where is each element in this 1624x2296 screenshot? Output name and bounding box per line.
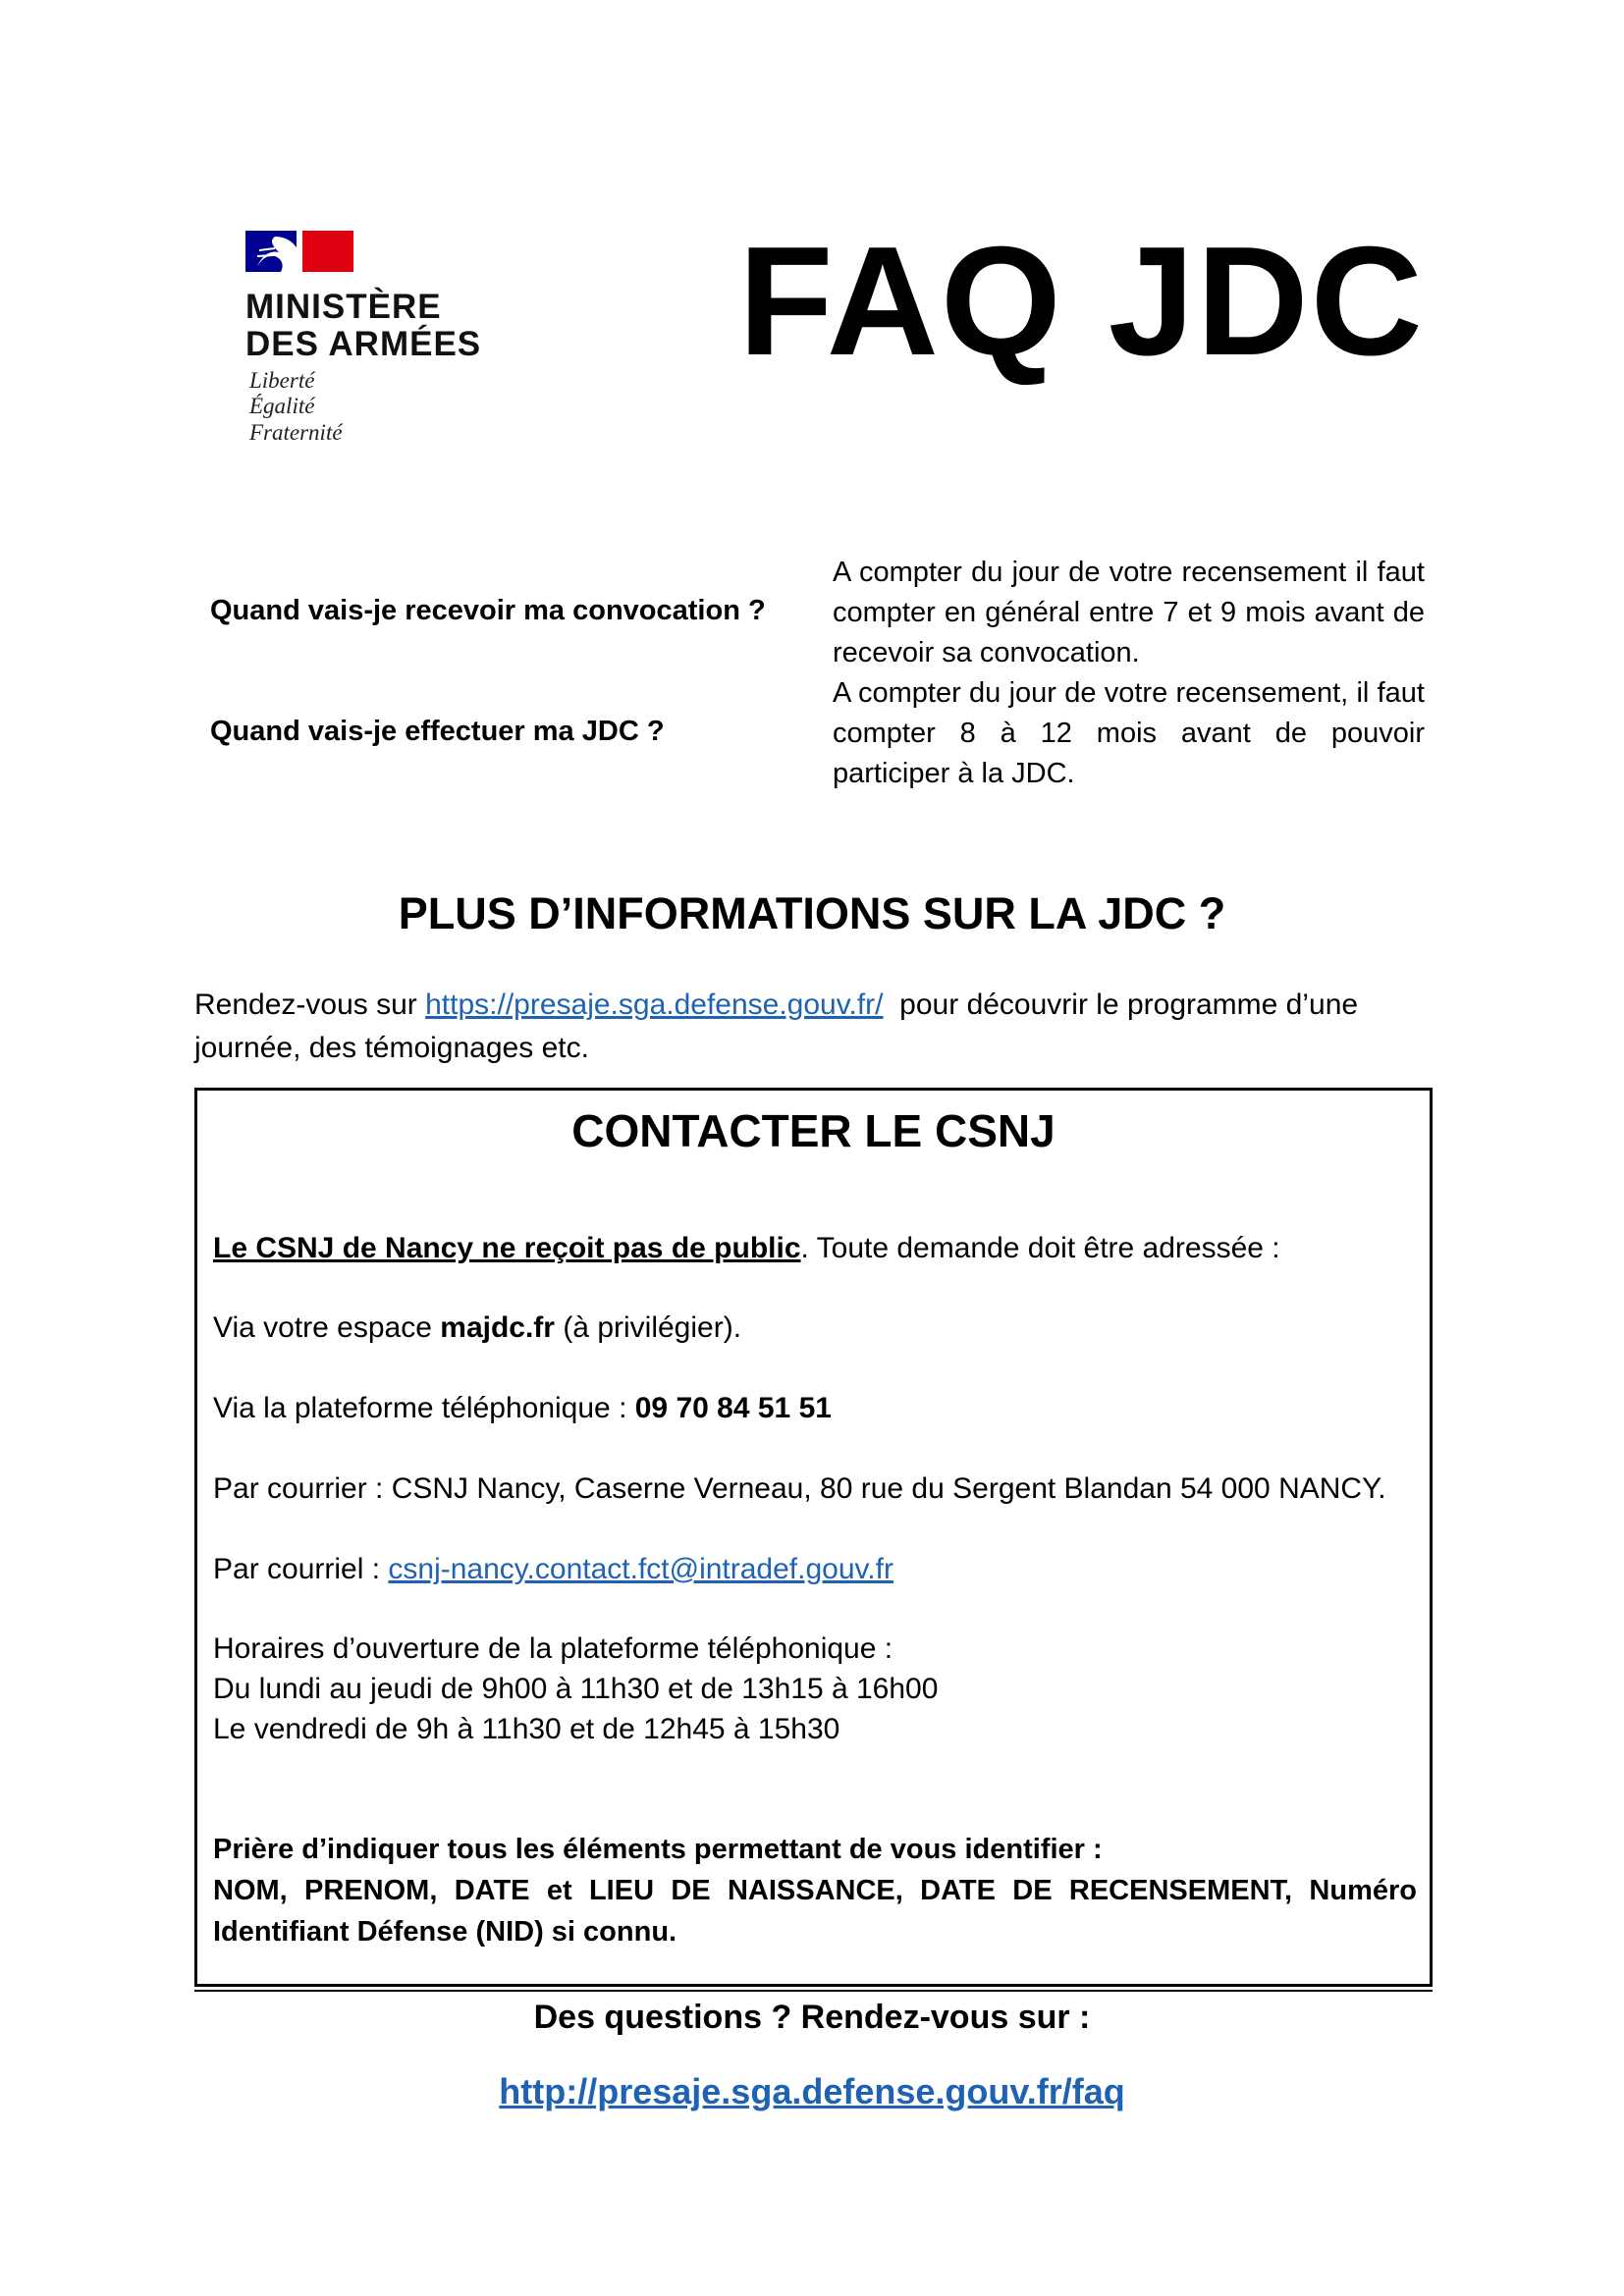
- web-suffix: (à privilégier).: [554, 1311, 742, 1344]
- more-info-heading: PLUS D’INFORMATIONS SUR LA JDC ?: [398, 888, 1226, 938]
- postal-contact-line: Par courrier : CSNJ Nancy, Caserne Verneau, 80 rue du Sergent Blandan 54 000 NANCY.: [213, 1472, 1386, 1505]
- questions-text: Des questions ? Rendez-vous sur :: [533, 1999, 1091, 2036]
- phone-contact-line: [213, 1392, 832, 1425]
- phone-prefix: Via la plateforme téléphonique :: [213, 1392, 635, 1424]
- motto-fraternite: Fraternité: [249, 420, 343, 445]
- ministry-logo: [245, 231, 501, 456]
- identification-fields-line1: NOM, PRENOM, DATE et LIEU DE NAISSANCE, DATE DE RECENSEMENT, Numéro: [213, 1875, 1417, 1906]
- public-notice-underlined: Le CSNJ de Nancy ne reçoit pas de public: [213, 1232, 801, 1264]
- identification-fields-line2: Identifiant Défense (NID) si connu.: [213, 1916, 677, 1948]
- hours-weekdays: Du lundi au jeudi de 9h00 à 11h30 et de 13h15 à 16h00: [213, 1673, 939, 1705]
- identification-title: Prière d’indiquer tous les éléments permettant de vous identifier :: [213, 1834, 1103, 1865]
- marianne-flag-icon: [245, 231, 353, 272]
- more-info-suffix: pour découvrir le programme d’une journée, des témoignages etc.: [194, 988, 1367, 1064]
- email-prefix: Par courriel :: [213, 1553, 389, 1585]
- page-title: FAQ JDC: [738, 215, 1425, 388]
- motto-liberte: Liberté: [249, 368, 315, 393]
- faq-link[interactable]: http://presaje.sga.defense.gouv.fr/faq: [499, 2071, 1125, 2111]
- logo-line-ministere: MINISTÈRE: [245, 288, 442, 326]
- contact-box: [194, 1088, 1433, 1987]
- phone-number: 09 70 84 51 51: [634, 1392, 832, 1424]
- majdc-site: majdc.fr: [440, 1311, 555, 1344]
- web-prefix: Via votre espace: [213, 1311, 441, 1344]
- faq-question-jdc: Quand vais-je effectuer ma JDC ?: [210, 716, 665, 747]
- faq-answer-jdc: A compter du jour de votre recensement, il faut compter 8 à 12 mois avant de pouvoir participer à la JDC.: [833, 677, 1425, 789]
- contact-heading: CONTACTER LE CSNJ: [571, 1105, 1056, 1156]
- web-contact-line: [213, 1311, 741, 1345]
- hours-friday: Le vendredi de 9h à 11h30 et de 12h45 à 15h30: [213, 1713, 840, 1745]
- faq-question-convocation: Quand vais-je recevoir ma convocation ?: [210, 595, 766, 626]
- faq-answer-convocation: A compter du jour de votre recensement il faut compter en général entre 7 et 9 mois avant de recevoir sa convocation.: [833, 557, 1425, 668]
- identification-request: [213, 1829, 1417, 1952]
- more-info-text: [194, 984, 1432, 1070]
- faq-link-container: [0, 2071, 1624, 2112]
- motto-egalite: Égalité: [249, 394, 315, 418]
- public-notice: [213, 1232, 1280, 1265]
- hours-title: Horaires d’ouverture de la plateforme téléphonique :: [213, 1632, 893, 1665]
- email-link[interactable]: csnj-nancy.contact.fct@intradef.gouv.fr: [388, 1553, 893, 1585]
- presaje-link[interactable]: https://presaje.sga.defense.gouv.fr/: [425, 988, 884, 1021]
- email-contact-line: [213, 1553, 893, 1586]
- logo-line-armees: DES ARMÉES: [245, 325, 482, 363]
- more-info-prefix: Rendez-vous sur: [194, 988, 426, 1021]
- public-notice-rest: . Toute demande doit être adressée :: [800, 1232, 1280, 1264]
